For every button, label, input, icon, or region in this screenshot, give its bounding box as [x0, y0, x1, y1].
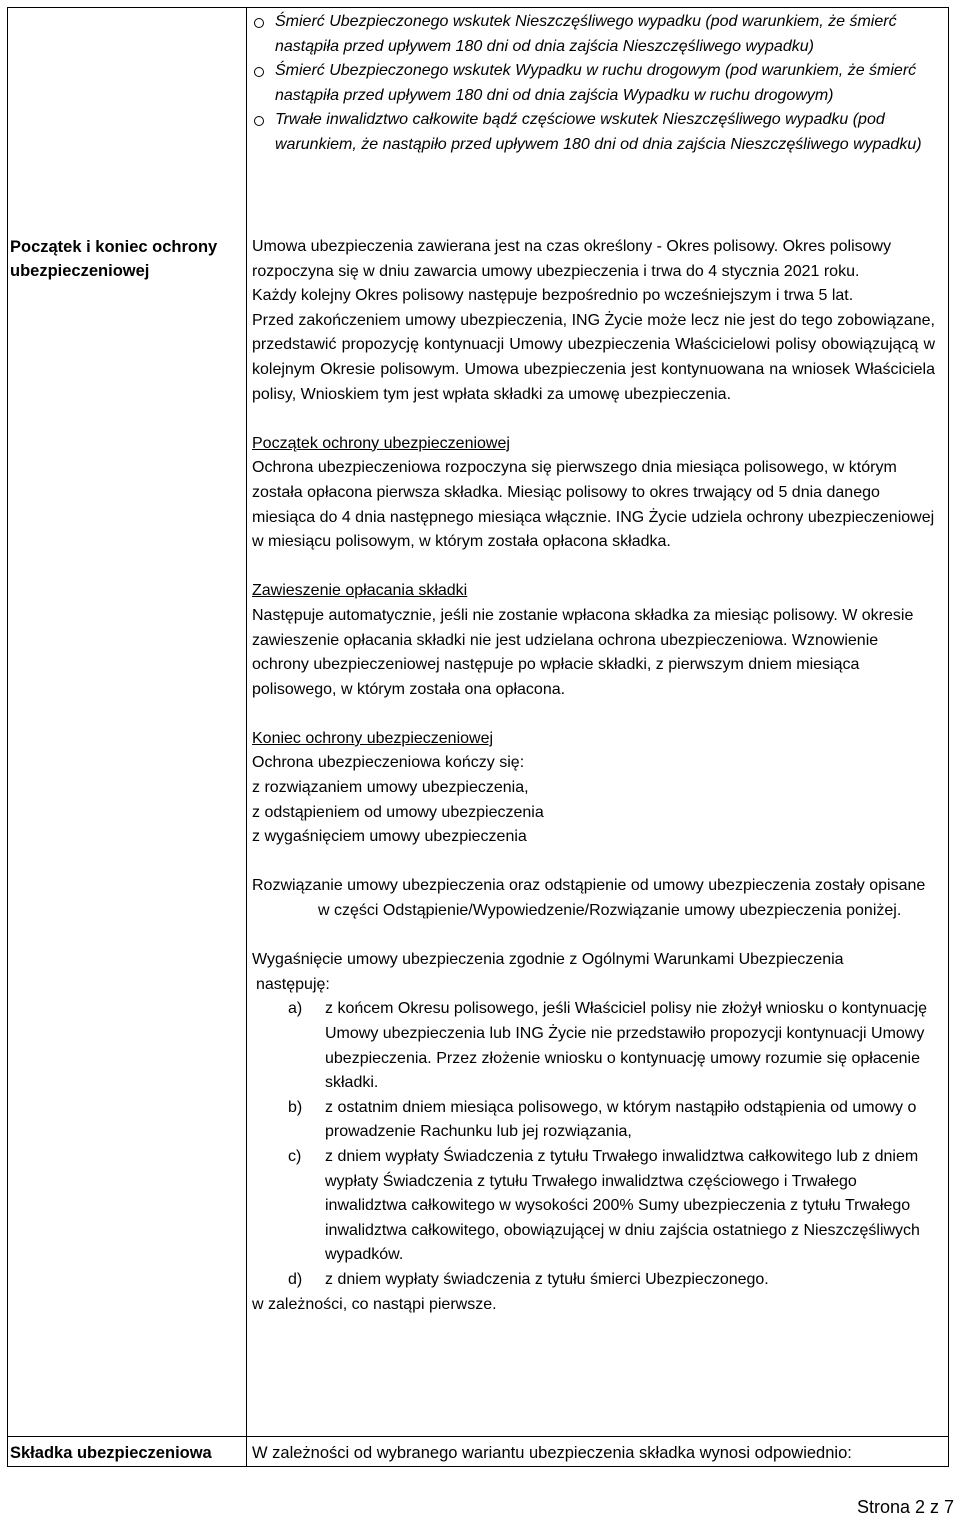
start-text: Ochrona ubezpieczeniowa rozpoczyna się pierwszego dnia miesiąca polisowego, w którym została opłacona pierwsza składka. Miesiąc polisowy to okres trwający od 5 dnia danego miesiąca do 4 dnia następnego miesiąca włącznie. ING Życie udziela ochrony ubezpieczeniowej w miesiącu polisowym, w którym została opłacona składka. [252, 459, 935, 551]
expiry-item: c) z dniem wypłaty Świadczenia z tytułu Trwałego inwalidztwa całkowitego lub z dniem wypłaty Świadczenia z tytułu Trwałego inwalidztwa częściowego i Trwałego inwalidztwa całkowitego w wysokości 200% Sumy ubezpieczenia z tytułu Trwałego inwalidztwa całkowitego, obowiązującej w dniu zajścia ostatniego z Nieszczęśliwych wypadków. [288, 1147, 920, 1264]
expiry-item: b) z ostatnim dniem miesiąca polisowego, w którym nastąpiło odstąpienia od umowy o prowadzenie Rachunku lub jej rozwiązania, [288, 1098, 917, 1141]
end-intro: Ochrona ubezpieczeniowa kończy się: [252, 754, 525, 772]
end-item: z wygaśnięciem umowy ubezpieczenia [252, 828, 527, 846]
period-paragraph: Umowa ubezpieczenia zawierana jest na czas określony - Okres polisowy. Okres polisowy rozpoczyna się w dniu zawarcia umowy ubezpieczenia i trwa do 4 stycznia 2021 roku. [252, 238, 892, 280]
expiry-list [252, 997, 935, 1292]
suspend-text: Następuje automatycznie, jeśli nie zostanie wpłacona składka za miesiąc polisowy. W okresie zawieszenie opłacania składki nie jest udzielana ochrona ubezpieczeniowa. Wznowienie ochrony ubezpieczeniowej następuje po wpłacie składki, z pierwszym dniem miesiąca polisowego, w którym została ona opłacona. [252, 606, 914, 698]
period-content [252, 235, 935, 1317]
period-paragraph: Przed zakończeniem umowy ubezpieczenia, ING Życie może lecz nie jest do tego zobowiązane, przedstawić propozycję kontynuacji Umowy ubezpieczenia Właścicielowi polisy obowiązującą w kolejnym Okresie polisowym. Umowa ubezpieczenia jest kontynuowana na wniosek Właściciela polisy, Wnioskiem tym jest wpłata składki za umowę ubezpieczenia. [252, 311, 935, 403]
termination-text: Rozwiązanie umowy ubezpieczenia oraz odstąpienie od umowy ubezpieczenia zostały opisane w części Odstąpienie/Wypowiedzenie/Rozwiązanie umowy ubezpieczenia poniżej. [252, 877, 926, 920]
period-paragraph: Każdy kolejny Okres polisowy następuje bezpośrednio po wcześniejszym i trwa 5 lat. [252, 287, 854, 305]
coverage-item: Śmierć Ubezpieczonego wskutek Wypadku w ruchu drogowym (pod warunkiem, że śmierć nastąpiła przed upływem 180 dni od dnia zajścia Wypadku w ruchu drogowym) [252, 59, 935, 108]
premium-label: Składka ubezpieczeniowa [10, 1444, 212, 1462]
coverage-item: Śmierć Ubezpieczonego wskutek Nieszczęśliwego wypadku (pod warunkiem, że śmierć nastąpiła przed upływem 180 dni od dnia zajścia Nieszczęśliwego wypadku) [252, 10, 935, 59]
expiry-item: a) z końcem Okresu polisowego, jeśli Właściciel polisy nie złożył wniosku o kontynuację Umowy ubezpieczenia lub ING Życie nie przedstawiło propozycji kontynuacji Umowy ubezpieczenia. Przez złożenie wniosku o kontynuację umowy rozumie się opłacenie składki. [288, 1000, 928, 1092]
end-item: z rozwiązaniem umowy ubezpieczenia, [252, 779, 529, 797]
premium-text: W zależności od wybranego wariantu ubezpieczenia składka wynosi odpowiednio: [252, 1444, 852, 1462]
suspend-heading: Zawieszenie opłacania składki [252, 582, 468, 600]
end-heading: Koniec ochrony ubezpieczeniowej [252, 729, 494, 747]
page-number: Strona 2 z 7 [856, 1497, 954, 1517]
coverage-list [252, 10, 935, 158]
expiry-item: d) z dniem wypłaty świadczenia z tytułu śmierci Ubezpieczonego. [288, 1270, 769, 1288]
column-divider [246, 8, 247, 1466]
row-divider [8, 1436, 948, 1437]
period-label: Początek i koniec ochrony ubezpieczeniowej [10, 238, 218, 280]
expiry-outro: w zależności, co nastąpi pierwsze. [252, 1295, 497, 1313]
end-item: z odstąpieniem od umowy ubezpieczenia [252, 803, 544, 821]
coverage-item: Trwałe inwalidztwo całkowite bądź częściowe wskutek Nieszczęśliwego wypadku (pod warunkiem, że nastąpiło przed upływem 180 dni od dnia zajścia Nieszczęśliwego wypadku) [252, 108, 935, 157]
expiry-intro: Wygaśnięcie umowy ubezpieczenia zgodnie z Ogólnymi Warunkami Ubezpieczenia [252, 951, 844, 969]
start-heading: Początek ochrony ubezpieczeniowej [252, 434, 510, 452]
expiry-intro-cont: następuję: [256, 975, 330, 993]
